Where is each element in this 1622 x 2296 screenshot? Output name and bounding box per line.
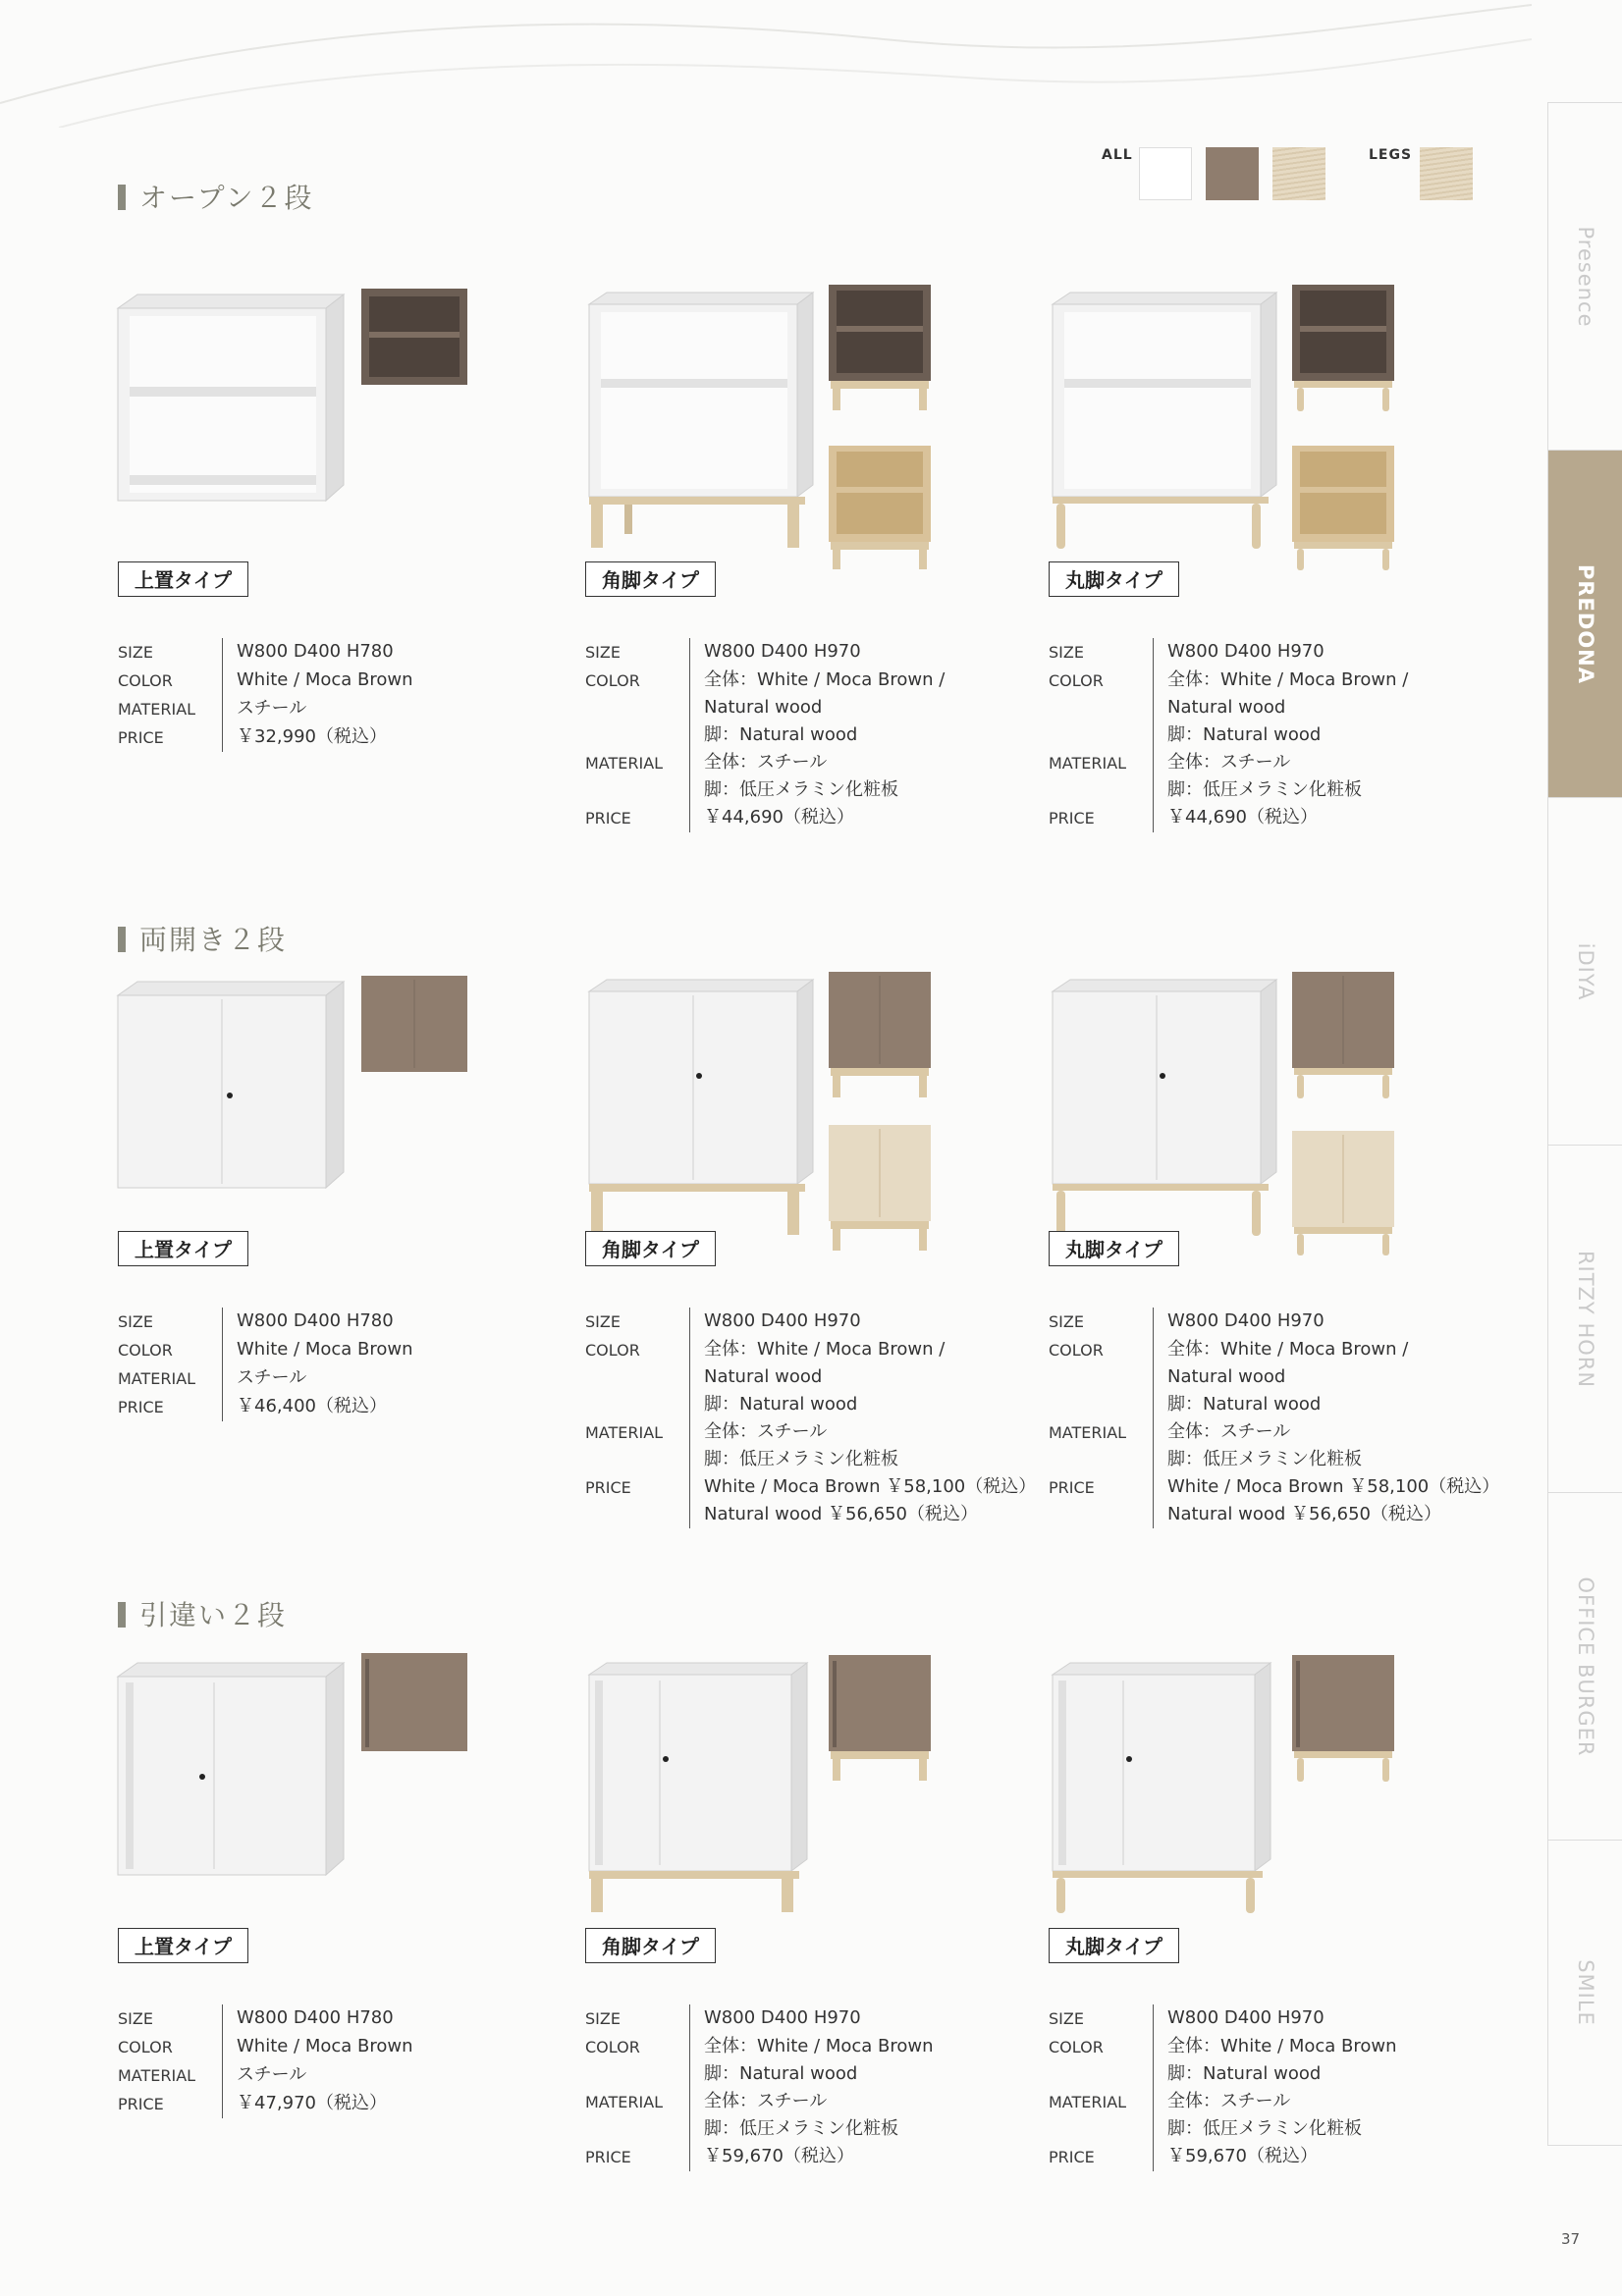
product-image-door-square-legs [585,968,948,1262]
spec-value: ￥46,400（税込） [237,1396,387,1416]
type-label-square-legs: 角脚タイプ [585,1231,716,1266]
spec-value: Natural wood ￥56,650（税込） [1167,1504,1441,1524]
spec-value: 脚：Natural wood [1167,1394,1322,1415]
spec-key: MATERIAL [118,2066,196,2085]
spec-value: 脚：低圧メラミン化粧板 [704,1449,898,1469]
spec-value: Natural wood [704,697,823,718]
spec-value: 全体：スチール [1167,1421,1291,1442]
tab-office-burger[interactable] [1548,1492,1622,1840]
spec-value: 全体：スチール [704,1421,828,1442]
spec-key: MATERIAL [1049,1423,1127,1442]
spec-value: 全体：スチール [704,752,828,773]
spec-key: MATERIAL [1049,754,1127,773]
spec-value: Natural wood [704,1366,823,1387]
type-label-square-legs: 角脚タイプ [585,561,716,597]
tab-ritzy-horn[interactable] [1548,1145,1622,1492]
spec-key: PRICE [585,2148,631,2166]
spec-key: SIZE [1049,643,1084,662]
tab-presence[interactable] [1548,102,1622,450]
tab-label: Presence [1574,225,1597,328]
spec-key: COLOR [585,671,640,690]
spec-key: MATERIAL [1049,2093,1127,2111]
spec-value: White / Moca Brown [237,1339,413,1360]
section-title-double-door: 両開き２段 [118,919,287,958]
spec-block [585,1308,1036,1528]
product-image-open-round-legs [1049,281,1412,575]
type-label-top: 上置タイプ [118,1231,248,1266]
spec-value: 全体：White / Moca Brown / [1167,1339,1409,1360]
spec-key: SIZE [118,1312,153,1331]
spec-key: SIZE [1049,1312,1084,1331]
spec-key: COLOR [1049,2038,1104,2056]
spec-key: PRICE [1049,1478,1095,1497]
spec-key: SIZE [118,2009,153,2028]
spec-value: スチール [237,698,307,719]
spec-block [118,1308,413,1421]
spec-value: Natural wood [1167,1366,1286,1387]
product-image-open-top [116,283,479,508]
spec-value: ￥44,690（税込） [704,807,854,828]
decorative-wave-lines [0,0,1532,128]
spec-key: COLOR [585,1341,640,1360]
spec-key: MATERIAL [118,1369,196,1388]
spec-value: W800 D400 H970 [1167,2007,1325,2028]
spec-value: ￥59,670（税込） [1167,2146,1318,2166]
spec-key: SIZE [118,643,153,662]
type-label-square-legs: 角脚タイプ [585,1928,716,1963]
spec-value: Natural wood ￥56,650（税込） [704,1504,978,1524]
product-image-open-square-legs [585,281,948,575]
spec-value: 全体：White / Moca Brown [704,2036,934,2056]
spec-value: 脚：Natural wood [704,724,858,745]
spec-value: 全体：White / Moca Brown / [1167,669,1409,690]
spec-key: MATERIAL [585,2093,664,2111]
spec-value: 脚：低圧メラミン化粧板 [1167,779,1362,800]
product-image-slide-top [116,1649,479,1885]
spec-value: 脚：低圧メラミン化粧板 [1167,2118,1362,2139]
spec-value: W800 D400 H970 [1167,641,1325,662]
page-number: 37 [1561,2230,1581,2248]
spec-key: SIZE [585,2009,621,2028]
section-title-sliding-door: 引違い２段 [118,1594,287,1633]
spec-key: MATERIAL [118,700,196,719]
spec-value: 全体：スチール [1167,752,1291,773]
tab-label: SMILE [1574,1959,1597,2026]
spec-key: PRICE [118,2095,164,2113]
spec-key: PRICE [585,1478,631,1497]
spec-value: W800 D400 H780 [237,2007,394,2028]
product-image-door-round-legs [1049,968,1412,1262]
spec-value: Natural wood [1167,697,1286,718]
tab-label: RITZY HORN [1574,1250,1597,1388]
spec-value: 脚：Natural wood [704,2063,858,2084]
spec-value: White / Moca Brown ￥58,100（税込） [1167,1476,1500,1497]
spec-value: 脚：Natural wood [1167,724,1322,745]
spec-block [585,638,945,832]
spec-block [1049,2004,1397,2171]
spec-key: PRICE [118,1398,164,1416]
spec-value: 全体：White / Moca Brown [1167,2036,1397,2056]
spec-value: スチール [237,2064,307,2085]
spec-value: W800 D400 H970 [704,1310,861,1331]
swatch-natural-wood [1272,147,1325,200]
type-label-round-legs: 丸脚タイプ [1049,1231,1179,1266]
spec-key: PRICE [1049,2148,1095,2166]
spec-key: COLOR [118,1341,173,1360]
spec-key: SIZE [585,643,621,662]
spec-block [118,2004,413,2118]
spec-value: White / Moca Brown [237,669,413,690]
tab-label: iDIYA [1574,942,1597,1000]
tab-predona[interactable] [1548,450,1622,797]
type-label-round-legs: 丸脚タイプ [1049,1928,1179,1963]
spec-value: ￥44,690（税込） [1167,807,1318,828]
product-image-slide-round-legs [1049,1651,1412,1916]
type-label-top: 上置タイプ [118,561,248,597]
spec-key: COLOR [585,2038,640,2056]
spec-block [118,638,413,752]
spec-value: W800 D400 H970 [1167,1310,1325,1331]
spec-key: PRICE [118,728,164,747]
spec-value: 全体：White / Moca Brown / [704,1339,946,1360]
spec-key: PRICE [1049,809,1095,828]
spec-key: MATERIAL [585,1423,664,1442]
spec-key: MATERIAL [585,754,664,773]
spec-value: 脚：低圧メラミン化粧板 [704,779,898,800]
spec-key: COLOR [118,2038,173,2056]
spec-value: 脚：Natural wood [1167,2063,1322,2084]
spec-value: White / Moca Brown [237,2036,413,2056]
product-image-slide-square-legs [585,1651,948,1916]
swatch-white [1139,147,1192,200]
side-nav-tabs [1547,102,1622,2146]
type-label-top: 上置タイプ [118,1928,248,1963]
tab-label: PREDONA [1574,563,1597,684]
swatch-legs-natural-wood [1420,147,1473,200]
spec-key: SIZE [585,1312,621,1331]
spec-block [585,2004,934,2171]
spec-value: 脚：低圧メラミン化粧板 [1167,1449,1362,1469]
swatch-legs-label: LEGS [1369,147,1413,163]
spec-value: W800 D400 H970 [704,2007,861,2028]
spec-value: スチール [237,1367,307,1388]
spec-key: COLOR [1049,671,1104,690]
product-image-door-top [116,970,479,1196]
spec-value: 全体：スチール [1167,2091,1291,2111]
spec-value: ￥59,670（税込） [704,2146,854,2166]
spec-block [1049,638,1408,832]
spec-key: COLOR [118,671,173,690]
spec-key: SIZE [1049,2009,1084,2028]
section-title-open: オープン２段 [118,177,313,216]
spec-value: ￥47,970（税込） [237,2093,387,2113]
tab-smile[interactable] [1548,1840,1622,2146]
swatch-moca-brown [1206,147,1259,200]
tab-idiya[interactable] [1548,797,1622,1145]
tab-label: OFFICE BURGER [1574,1576,1597,1756]
spec-value: 全体：White / Moca Brown / [704,669,946,690]
spec-value: W800 D400 H780 [237,1310,394,1331]
spec-value: 全体：スチール [704,2091,828,2111]
spec-value: White / Moca Brown ￥58,100（税込） [704,1476,1037,1497]
spec-value: 脚：低圧メラミン化粧板 [704,2118,898,2139]
spec-block [1049,1308,1499,1528]
spec-value: ￥32,990（税込） [237,726,387,747]
spec-value: W800 D400 H970 [704,641,861,662]
spec-value: W800 D400 H780 [237,641,394,662]
type-label-round-legs: 丸脚タイプ [1049,561,1179,597]
spec-key: COLOR [1049,1341,1104,1360]
swatch-all-label: ALL [1102,147,1133,163]
spec-key: PRICE [585,809,631,828]
spec-value: 脚：Natural wood [704,1394,858,1415]
